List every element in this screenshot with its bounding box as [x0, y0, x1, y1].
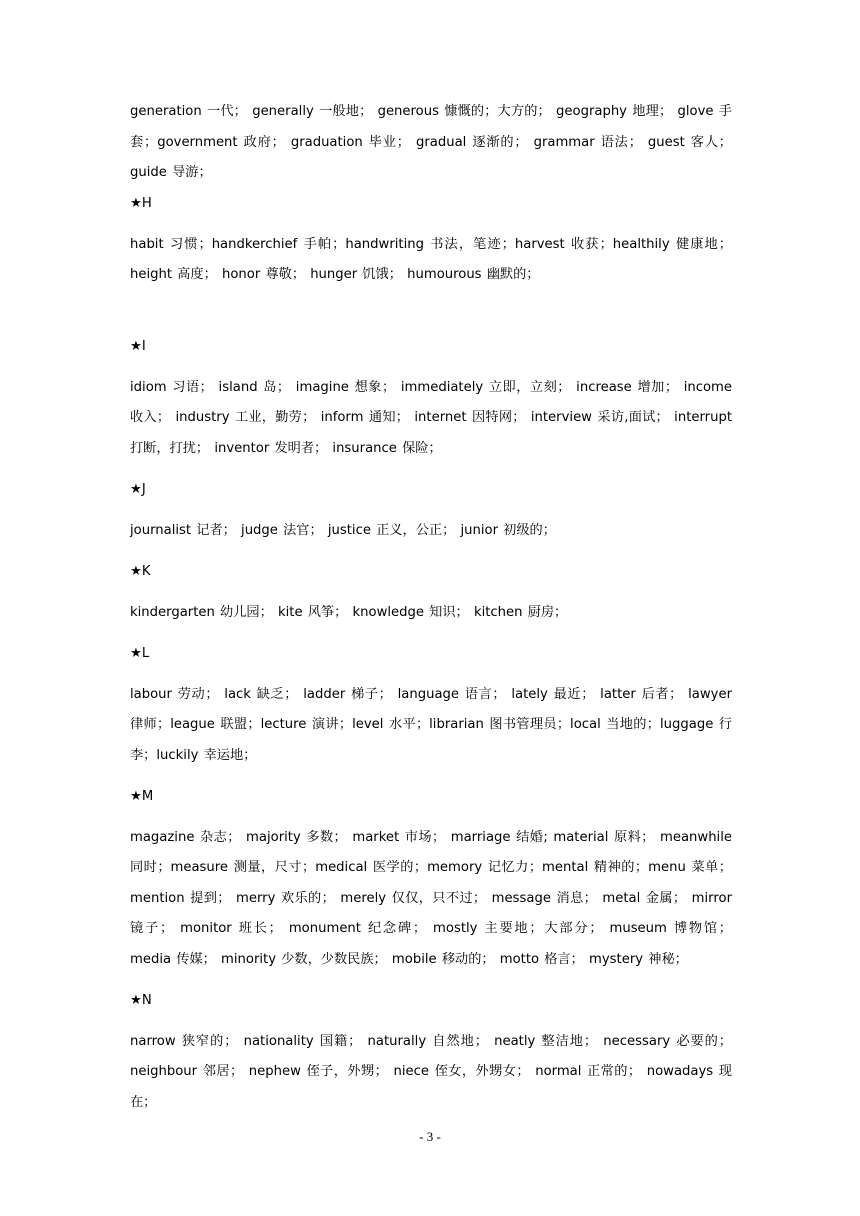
spacer [130, 812, 732, 823]
section-j-heading: ★J [130, 481, 146, 497]
spacer [130, 291, 732, 332]
section-i-entries: idiom 习语； island 岛； imagine 想象； immediately 立即，立刻； increase 增加； income 收入； industry 工业，勤劳； inform 通知； internet 因特网； interview 采访,面试； interrupt 打断，打扰； inventor 发明者； insurance 保险； [130, 379, 732, 456]
section-h-heading: ★H [130, 195, 152, 211]
spacer [130, 587, 732, 598]
spacer [130, 1016, 732, 1027]
section-i-heading: ★I [130, 338, 146, 354]
section-n-entries: narrow 狭窄的； nationality 国籍； naturally 自然地； neatly 整洁地； necessary 必要的；neighbour 邻居； nephew 侄子，外甥； niece 侄女，外甥女； normal 正常的； nowadays 现在； [130, 1033, 732, 1110]
spacer [130, 464, 732, 475]
section-m-entries: magazine 杂志； majority 多数； market 市场； marriage 结婚; material 原料； meanwhile 同时；measure 测量，尺寸；medical 医学的；memory 记忆力；mental 精神的；menu 菜单；mention 提到； merry 欢乐的； merely 仅仅，只不过； message 消息； metal 金属； mirror 镜子； monitor 班长； monument 纪念碑； mostly 主要地；大部分； museum 博物馆； media 传媒； minority 少数，少数民族； mobile 移动的； motto 格言； mystery 神秘； [130, 829, 732, 967]
section-l-heading: ★L [130, 645, 150, 661]
section-m-heading: ★M [130, 788, 154, 804]
section-k-entries: kindergarten 幼儿园； kite 风筝； knowledge 知识； kitchen 厨房； [130, 604, 568, 620]
spacer [130, 975, 732, 986]
section-l-entries: labour 劳动； lack 缺乏； ladder 梯子； language 语言； lately 最近； latter 后者； lawyer 律师；league 联盟；lecture 演讲；level 水平；librarian 图书管理员；local 当地的；luggage 行李；luckily 幸运地； [130, 686, 732, 763]
vocabulary-list [130, 97, 732, 1118]
spacer [130, 362, 732, 373]
spacer [130, 219, 732, 230]
section-n-heading: ★N [130, 992, 152, 1008]
spacer [130, 546, 732, 557]
section-j-entries: journalist 记者； judge 法官； justice 正义，公正； junior 初级的； [130, 522, 556, 538]
spacer [130, 669, 732, 680]
page-number: - 3 - [419, 1129, 441, 1144]
section-k-heading: ★K [130, 563, 151, 579]
section-h-entries: habit 习惯；handkerchief 手帕；handwriting 书法，笔迹；harvest 收获；healthily 健康地；height 高度； honor 尊敬； hunger 饥饿； humourous 幽默的； [130, 236, 732, 282]
spacer [130, 505, 732, 516]
spacer [130, 771, 732, 782]
section-g-entries: generation 一代； generally 一般地； generous 慷慨的；大方的； geography 地理； glove 手套；government 政府； graduation 毕业； gradual 逐渐的； grammar 语法； guest 客人； guide 导游； [130, 104, 732, 180]
spacer [130, 628, 732, 639]
